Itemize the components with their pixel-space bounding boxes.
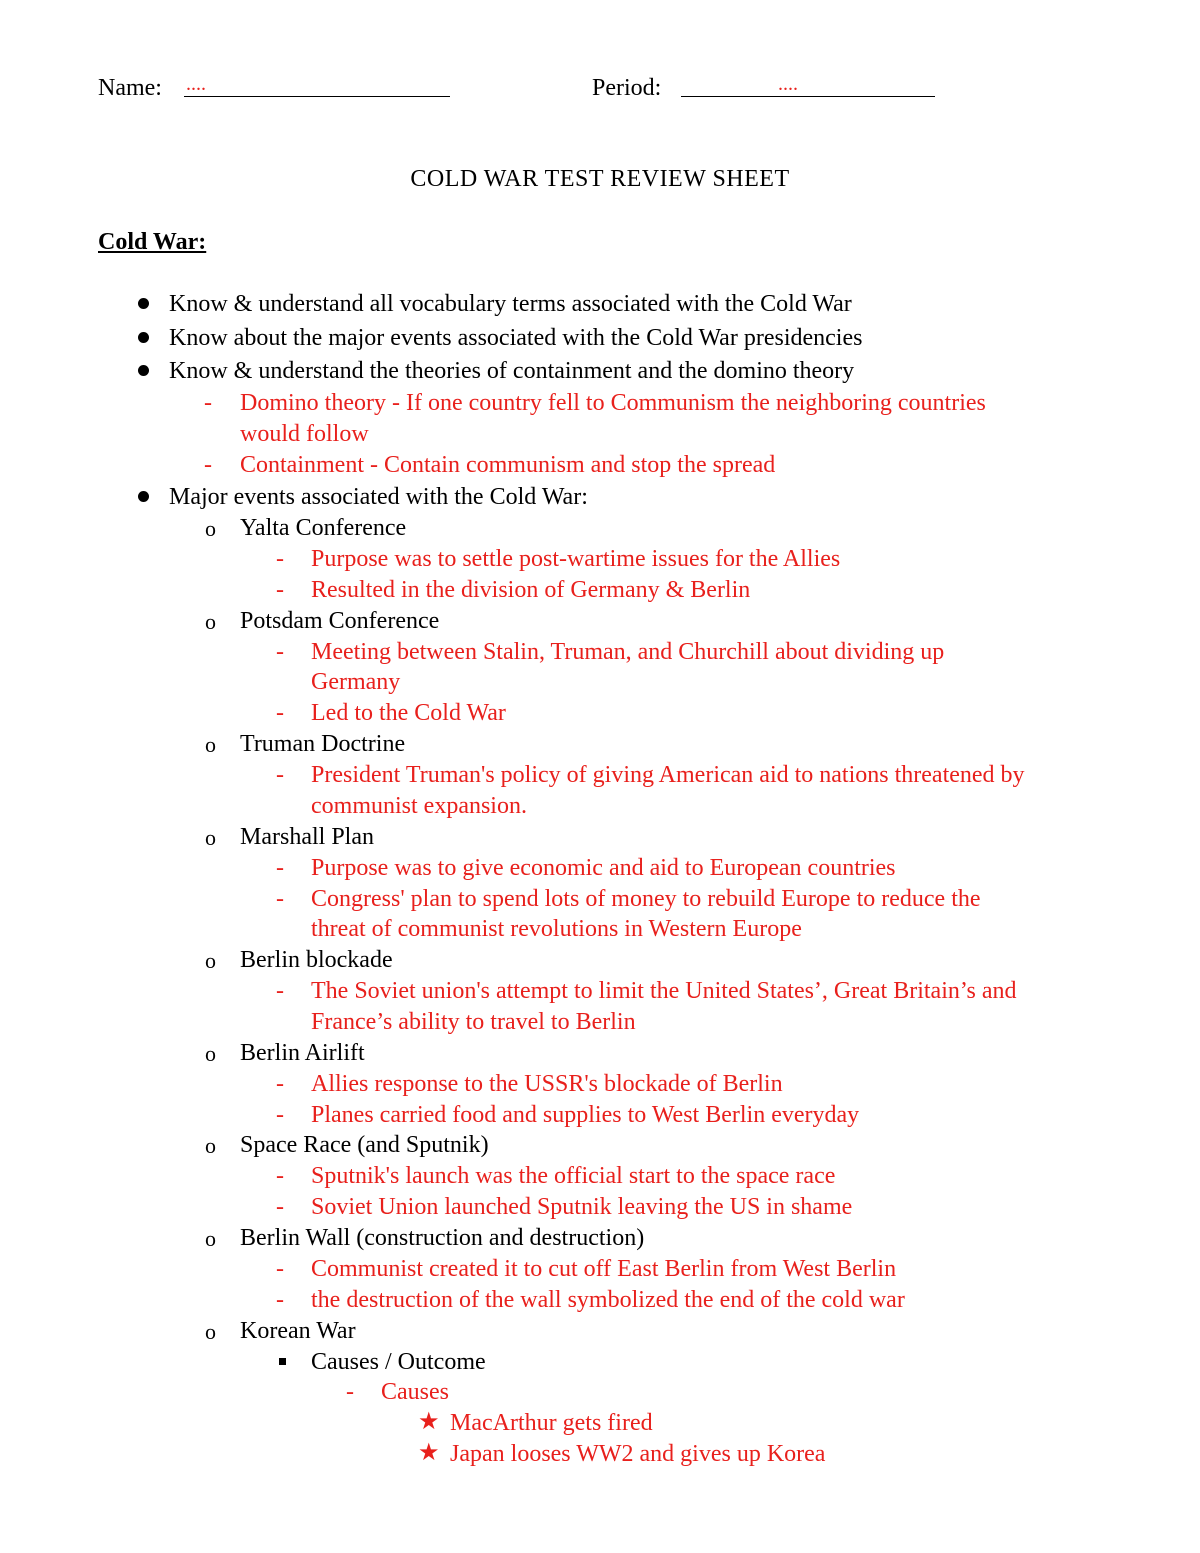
circle-bullet-icon: o (205, 732, 216, 757)
cause-item: Japan looses WW2 and gives up Korea (450, 1441, 826, 1467)
note-line: Containment - Contain communism and stop the spread (240, 452, 776, 478)
dash-icon: - (276, 1102, 284, 1128)
note-line: Germany (311, 669, 401, 695)
note-line: Purpose was to settle post-wartime issues for the Allies (311, 546, 841, 572)
note-line: Allies response to the USSR's blockade of Berlin (311, 1071, 783, 1097)
dash-icon: - (204, 390, 212, 416)
bullet-item: Know about the major events associated with the Cold War presidencies (169, 325, 863, 351)
dash-icon: - (204, 452, 212, 478)
note-line: President Truman's policy of giving American aid to nations threatened by (311, 762, 1025, 788)
bullet-item: Know & understand all vocabulary terms associated with the Cold War (169, 291, 852, 317)
event-name: Korean War (240, 1318, 356, 1344)
bullet-item: Major events associated with the Cold War: (169, 484, 588, 510)
note-line: Planes carried food and supplies to West Berlin everyday (311, 1102, 860, 1128)
dash-icon: - (276, 886, 284, 912)
note-line: Congress' plan to spend lots of money to rebuild Europe to reduce the (311, 886, 981, 912)
bullet-dot-icon (138, 365, 149, 376)
event-name: Marshall Plan (240, 824, 374, 850)
note-line: The Soviet union's attempt to limit the United States’, Great Britain’s and (311, 978, 1017, 1004)
dash-icon: - (346, 1379, 354, 1405)
event-name: Truman Doctrine (240, 731, 406, 757)
circle-bullet-icon: o (205, 825, 216, 850)
square-bullet-icon (279, 1358, 286, 1365)
causes-label: Causes (381, 1379, 449, 1405)
name-field[interactable]: .... (186, 73, 206, 95)
note-line: threat of communist revolutions in Western Europe (311, 916, 802, 942)
bullet-dot-icon (138, 332, 149, 343)
event-name: Berlin Airlift (240, 1040, 365, 1066)
circle-bullet-icon: o (205, 1133, 216, 1158)
period-underline (681, 96, 935, 97)
note-line: Communist created it to cut off East Berlin from West Berlin (311, 1256, 897, 1282)
note-line: Led to the Cold War (311, 700, 506, 726)
dash-icon: - (276, 577, 284, 603)
page-title: COLD WAR TEST REVIEW SHEET (410, 166, 790, 192)
event-name: Space Race (and Sputnik) (240, 1132, 489, 1158)
section-heading: Cold War: (98, 229, 207, 255)
bullet-item: Know & understand the theories of containment and the domino theory (169, 358, 855, 384)
circle-bullet-icon: o (205, 1226, 216, 1251)
note-line: communist expansion. (311, 793, 527, 819)
note-line: Purpose was to give economic and aid to European countries (311, 855, 896, 881)
dash-icon: - (276, 700, 284, 726)
dash-icon: - (276, 546, 284, 572)
circle-bullet-icon: o (205, 1041, 216, 1066)
note-line: Meeting between Stalin, Truman, and Churchill about dividing up (311, 639, 945, 665)
dash-icon: - (276, 855, 284, 881)
note-line: would follow (240, 421, 369, 447)
name-label: Name: (98, 75, 162, 101)
note-line: Soviet Union launched Sputnik leaving the US in shame (311, 1194, 853, 1220)
note-line: Domino theory - If one country fell to Communism the neighboring countries (240, 390, 986, 416)
period-field[interactable]: .... (778, 73, 798, 95)
cause-item: MacArthur gets fired (450, 1410, 653, 1436)
circle-bullet-icon: o (205, 609, 216, 634)
dash-icon: - (276, 1071, 284, 1097)
circle-bullet-icon: o (205, 1319, 216, 1344)
event-name: Berlin blockade (240, 947, 393, 973)
note-line: Resulted in the division of Germany & Berlin (311, 577, 751, 603)
note-line: the destruction of the wall symbolized the end of the cold war (311, 1287, 905, 1313)
event-name: Potsdam Conference (240, 608, 440, 634)
dash-icon: - (276, 639, 284, 665)
note-line: Sputnik's launch was the official start to the space race (311, 1163, 836, 1189)
bullet-dot-icon (138, 491, 149, 502)
circle-bullet-icon: o (205, 948, 216, 973)
dash-icon: - (276, 1163, 284, 1189)
dash-icon: - (276, 1256, 284, 1282)
dash-icon: - (276, 978, 284, 1004)
korean-war-subitem: Causes / Outcome (311, 1349, 486, 1375)
dash-icon: - (276, 1194, 284, 1220)
event-name: Berlin Wall (construction and destruction) (240, 1225, 645, 1251)
star-icon: ★ (418, 1409, 440, 1435)
note-line: France’s ability to travel to Berlin (311, 1009, 636, 1035)
name-underline (184, 96, 450, 97)
bullet-dot-icon (138, 298, 149, 309)
dash-icon: - (276, 1287, 284, 1313)
dash-icon: - (276, 762, 284, 788)
period-label: Period: (592, 75, 662, 101)
star-icon: ★ (418, 1440, 440, 1466)
event-name: Yalta Conference (240, 515, 407, 541)
circle-bullet-icon: o (205, 516, 216, 541)
